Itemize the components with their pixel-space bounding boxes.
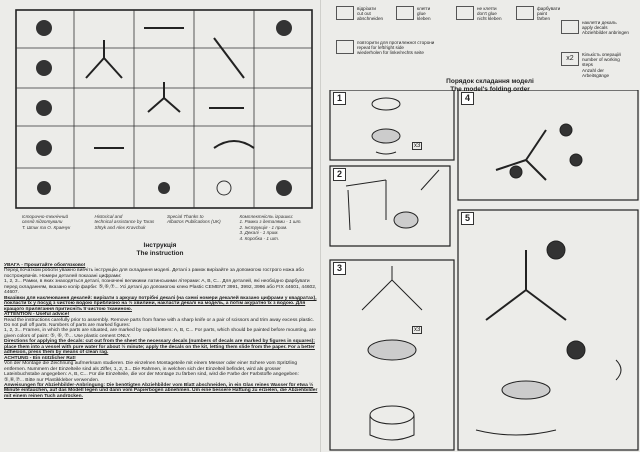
scissors-icon (336, 6, 354, 20)
steps-count-icon: x2 (561, 52, 579, 66)
step-2-panel (330, 166, 450, 246)
legend-decals: наклеїти декаль apply decals Abziehbilder anbringen (561, 20, 631, 36)
text-heading: Вказівки для наклеювання декалей: вирізати з аркушу потрібні декалі (на схемі номери декалей вказано цифрами у квадратах), покласти їх у посуд з чистою водою приблизно на ½ хвилини, накласти декалі на модель, а потім акуратно їх з водою. Для кращого прилягання притисніть її чистою тканиною. (4, 295, 317, 312)
credit-contents: Комплектність іграшки: 1. Рамки з деталями - 1 шт. 2. Інструкція - 1 прим. 3. Декалі - 1 прим. 4. Коробка - 1 шт. (239, 214, 302, 241)
credit-en: Historical and technical assistance by Taras Shtyk and Alex Kravchuk (94, 214, 155, 230)
glue-icon (396, 6, 414, 20)
step-4-panel (458, 90, 638, 200)
text-paragraph: Read the instructions carefully prior to assembly. Remove parts from frame with a sharp knife or a pair of scissors and trim away excess plastic. Do not pull off parts. Numbers of parts are marked figures: (4, 317, 315, 328)
repeat-icon (336, 40, 354, 54)
step-count-badge: x3 (414, 327, 421, 333)
credits (22, 214, 312, 241)
step-number: 1 (333, 92, 346, 105)
text-heading: ATTENTION - Useful advice! (4, 312, 70, 318)
text-heading: УВАГА - Прочитайте обов'язково! (4, 263, 86, 268)
no-glue-icon (456, 6, 474, 20)
step-count-badge: x3 (414, 143, 421, 149)
step-1-panel (330, 90, 454, 160)
legend-cut: відрізати cut out abschneiden (336, 6, 436, 22)
credit-thanks: Special Thanks to Albatros Publications (UK) (167, 214, 221, 225)
step-number: 5 (461, 212, 474, 225)
legend-steps: x2 Кількість операцій number of working steps Anzahl der Arbeitsgänge (561, 52, 631, 78)
credit-ua: Історично-технічний огляд підготували Т. Шпик та О. Кравчук (22, 214, 71, 230)
text-paragraph: 1, 2, 3... Рамки, в яких знаходяться деталі, позначені великими латинськими літерами: A, B, C... Для деталей, які необхідно фарбувати перед складанням, вказано колір фарби: ⑤,⑥,⑦... Усі деталі до допомогою клею Plastic CEMENT 3991, 3992, 3996 або FIX 44601, 44602, 44607. (4, 279, 317, 296)
symbol-legend (336, 6, 632, 78)
legend-no-glue: не клеїти don't glue nicht kleben (456, 6, 556, 22)
step-5-panel (458, 210, 638, 450)
step-number: 3 (333, 262, 346, 275)
step-number: 4 (461, 92, 474, 105)
legend-glue: клеїти glue kleben (396, 6, 496, 22)
text-paragraph: Перед початком роботи уважно вивчіть інструкцію для складання моделі. Деталі з рамок вирізайте за допомогою гострого ножа або построжувачів. Номери деталей показані цифрами: (4, 268, 304, 279)
assembly-diagram (326, 90, 640, 452)
step-number: 2 (333, 168, 346, 181)
text-paragraph: Von der Montage die Zeichnung aufmerksam studieren. Die einzelnen Montageteile mit einem Messer oder einer Schere vom Spritzling entfernen. Nummern der Einzelteile sind als Ziffer, 1, 2, 3... Die Rahmen, in welchen sich der Einzelteil befindet, wird als grosser Lateinbuchstabe angegeben: A, B, C... Für die Einzelteile, die vor der Montage zu färben sind, wird die Farbe der Farbstoffe angegeben: ⑤,⑥,⑦... Bitte nur Plastikkleber verwenden. (4, 361, 299, 383)
decal-icon (561, 20, 579, 34)
legend-repeat: повторити для протилежної сторони repeat for left/right side wiederholen für linke/rechts seite (336, 40, 486, 56)
text-paragraph: 1, 2, 3... Frames, in which the parts are situated, are marked by capital letters: A, B, C... For parts, which should be painted before mounting, are given colors of paint: ⑤, ⑥, ⑦... Use plastic cement ONLY. (4, 328, 317, 339)
legend-paint: фарбувати paint färben (516, 6, 616, 22)
instruction-text (4, 263, 318, 399)
order-title: Порядок складання моделі The model's folding order (446, 78, 534, 93)
text-heading: ACHTUNG - Ein nützlicher Rat! (4, 355, 76, 361)
step-3-panel (330, 260, 454, 450)
paint-icon (516, 6, 534, 20)
instruction-title: Інструкція The instruction (136, 242, 184, 257)
text-heading: Anweisungen für Abziehbilder-Anbringung: Die benötigten Abziehbilder vom Blatt abschneiden, in ein Glas reines Wasser für etwa ½ Minute eintauchen, auf das Modell legen und dann vom Papierbogen abnehmen. Um eine bessere Haftung zu erzielen, die Abziehbilder mit einem reinen Tuch andrücken. (4, 382, 318, 399)
sprue-diagram (14, 8, 314, 210)
text-heading: Directions for applying the decals: cut out from the sheet the necessary decals (numbers of decals are marked by figures in squares); place them into a vessel with pure water for about ½ minute; apply the decals on the kit, letting them slide from the paper. For a better adhesion, press them by means of clean rag. (4, 339, 315, 356)
